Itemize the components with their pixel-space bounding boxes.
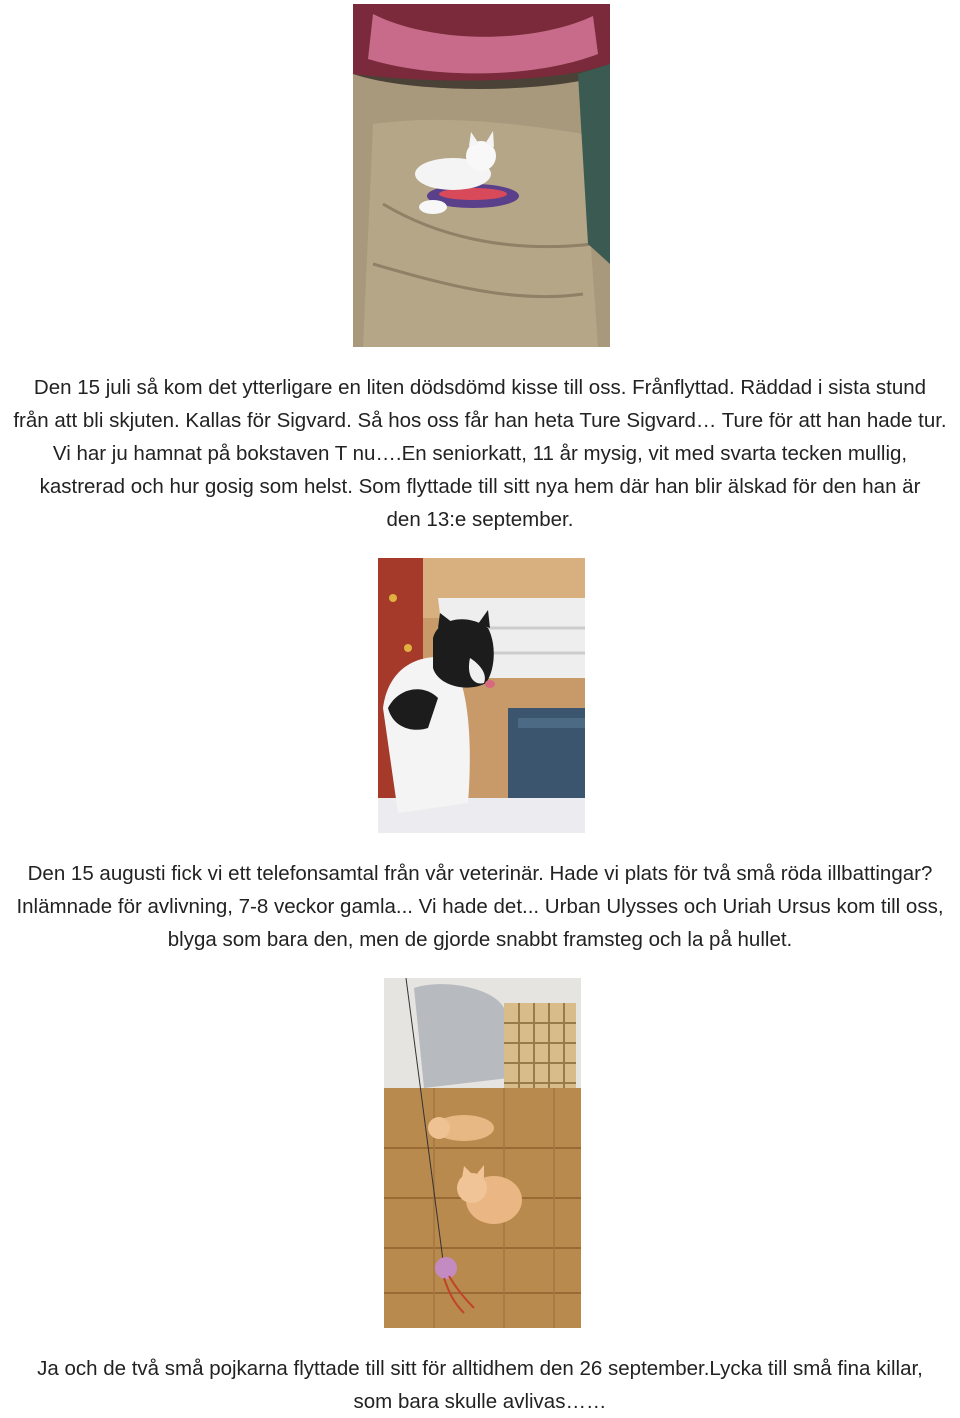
paragraph-ture-sigvard: [0, 371, 960, 536]
text-line: Inlämnade för avlivning, 7-8 veckor gamla... Vi hade det... Urban Ulysses och Uriah Ursus kom till oss,: [16, 895, 944, 918]
text-line: från att bli skjuten. Kallas för Sigvard. Så hos oss får han heta Ture Sigvard… Ture för att han hade tur.: [13, 409, 947, 432]
text-line: Vi har ju hamnat på bokstaven T nu….En seniorkatt, 11 år mysig, vit med svarta tecken mullig,: [52, 442, 908, 465]
photo-ginger-kittens: [384, 978, 581, 1328]
paragraph-urban-uriah: [0, 857, 960, 956]
text-line: Den 15 juli så kom det ytterligare en liten dödsdömd kisse till oss. Frånflyttad. Räddad i sista stund: [33, 376, 927, 399]
paragraph-final: [0, 1352, 960, 1418]
text-line: som bara skulle avlivas……: [353, 1390, 607, 1413]
text-line: Den 15 augusti fick vi ett telefonsamtal från vår veterinär. Hade vi plats för två små röda illbattingar?: [27, 862, 933, 885]
text-line: den 13:e september.: [386, 508, 574, 531]
photo-white-cat: [353, 4, 610, 347]
text-line: kastrerad och hur gosig som helst. Som flyttade till sitt nya hem där han blir älskad för den han är: [39, 475, 921, 498]
photo-black-white-cat: [378, 558, 585, 833]
text-line: blyga som bara den, men de gjorde snabbt framsteg och la på hullet.: [167, 928, 793, 951]
text-line: Ja och de två små pojkarna flyttade till sitt för alltidhem den 26 september.Lycka till små fina killar,: [37, 1357, 923, 1380]
